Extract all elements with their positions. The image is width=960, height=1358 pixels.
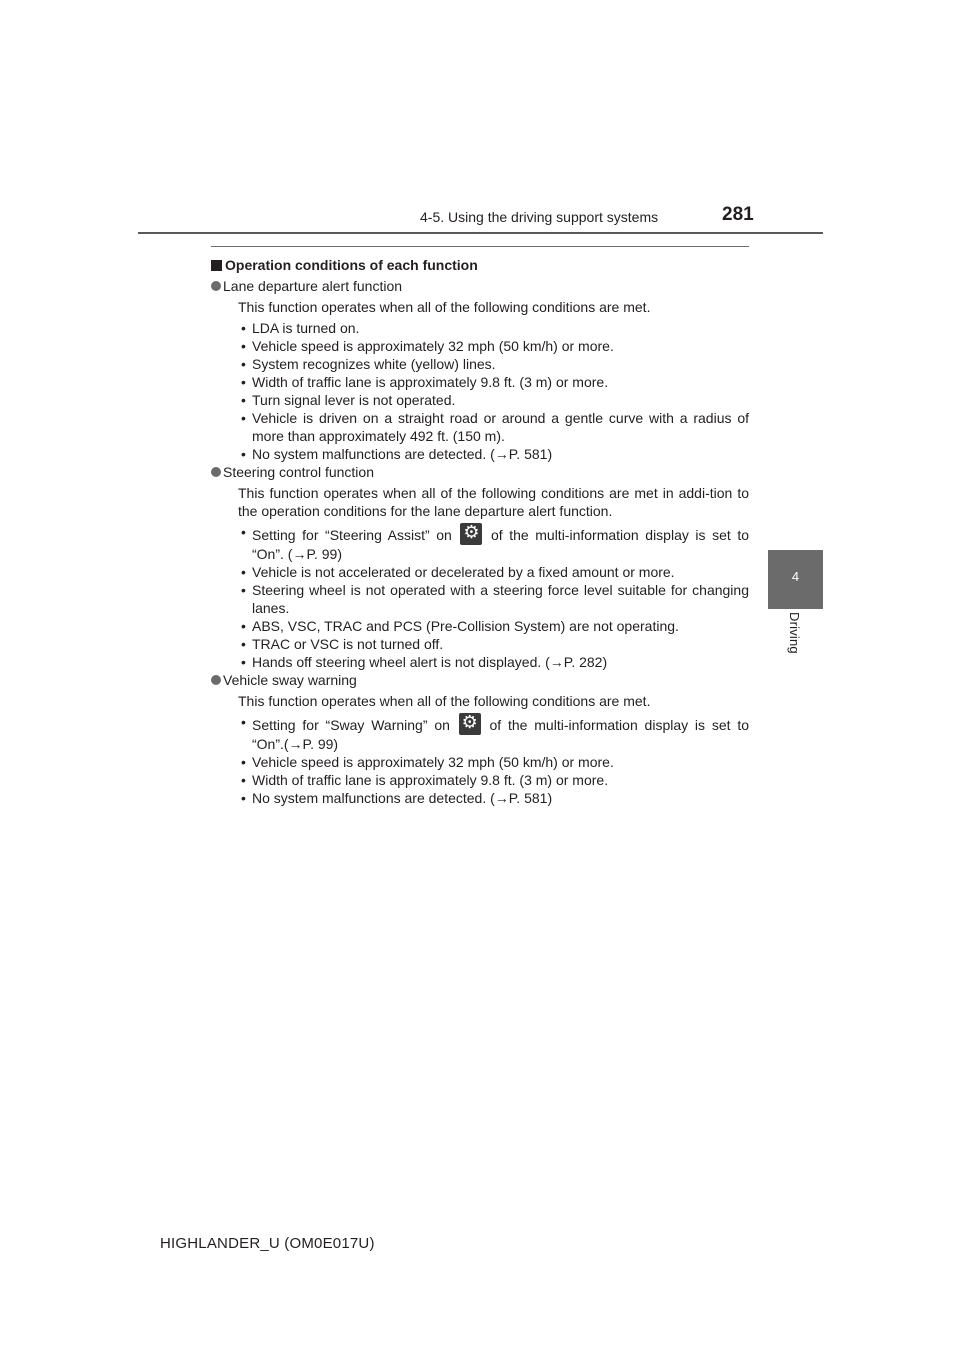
subsection-intro: This function operates when all of the following conditions are met. (238, 693, 651, 709)
list-item: • Turn signal lever is not operated. (241, 392, 456, 408)
content-rule (211, 246, 749, 247)
chapter-tab (768, 550, 823, 609)
main-content (211, 256, 749, 807)
section-header: 4-5. Using the driving support systems (420, 209, 659, 225)
condition-list (238, 319, 749, 463)
list-item: • No system malfunctions are detected. (→P. 581) (241, 790, 553, 806)
chapter-number: 4 (791, 569, 800, 584)
circle-bullet-icon (211, 675, 221, 685)
circle-bullet-icon (211, 281, 221, 291)
list-item: • Vehicle speed is approximately 32 mph (50 km/h) or more. (241, 754, 614, 770)
list-item: • No system malfunctions are detected. (→P. 581) (241, 446, 553, 462)
subsection-title: Lane departure alert function (211, 277, 749, 295)
section-heading: Operation conditions of each function (211, 256, 749, 274)
subsection-title: Vehicle sway warning (211, 671, 749, 689)
page-number: 281 (722, 204, 754, 225)
list-item: • Setting for “Sway Warning” on ⚙ of the multi-information display is set to “On”.(→P. 99) (238, 713, 749, 753)
list-item: • Hands off steering wheel alert is not displayed. (→P. 282) (241, 654, 608, 670)
list-item: • Steering wheel is not operated with a steering force level suitable for changing lanes. (241, 582, 749, 616)
header-rule (138, 232, 823, 234)
subsection-intro: This function operates when all of the following conditions are met. (238, 299, 651, 315)
condition-list (238, 523, 749, 671)
subsection-intro: This function operates when all of the following conditions are met in addi-tion to the operation conditions for the lane departure alert function. (238, 485, 749, 519)
list-item: • Width of traffic lane is approximately 9.8 ft. (3 m) or more. (241, 772, 609, 788)
chapter-label-text: Driving (787, 612, 802, 654)
chapter-label (787, 612, 807, 672)
list-item: • TRAC or VSC is not turned off. (241, 636, 444, 652)
condition-list (238, 713, 749, 807)
list-item: • ABS, VSC, TRAC and PCS (Pre-Collision System) are not operating. (241, 618, 679, 634)
settings-gear-icon (460, 523, 482, 545)
footer-model-code: HIGHLANDER_U (OM0E017U) (160, 1235, 375, 1252)
list-item: • Vehicle speed is approximately 32 mph (50 km/h) or more. (241, 338, 614, 354)
list-item: • System recognizes white (yellow) lines. (241, 356, 496, 372)
subsection-title: Steering control function (211, 463, 749, 481)
circle-bullet-icon (211, 467, 221, 477)
square-bullet-icon (211, 260, 222, 271)
list-item: • Setting for “Steering Assist” on ⚙ of the multi-information display is set to “On”. (→P. 99) (238, 523, 749, 563)
list-item: • Vehicle is driven on a straight road or around a gentle curve with a radius of more than approximately 492 ft. (150 m). (241, 410, 749, 444)
list-item: • Width of traffic lane is approximately 9.8 ft. (3 m) or more. (241, 374, 609, 390)
list-item: • Vehicle is not accelerated or decelerated by a fixed amount or more. (241, 564, 675, 580)
settings-gear-icon (459, 713, 481, 735)
list-item: • LDA is turned on. (241, 320, 360, 336)
